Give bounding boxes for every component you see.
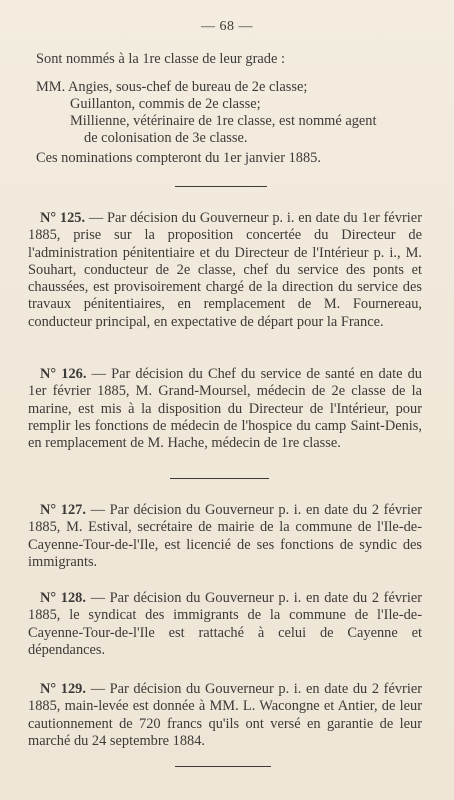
decision-entry [28,502,422,571]
nomination-line: Guillanton, commis de 2e classe; [70,96,261,112]
nominations-closing: Ces nominations compteront du 1er janvier 1885. [36,150,321,166]
section-divider [175,186,267,187]
entry-text: — Par décision du Gouverneur p. i. en date du 2 février 1885, le syndicat des immigrants de la commune de l'Ile-de-Cayenne-Tour-de-l'Ile est rattaché à celui de Cayenne et dépendances. [28,590,423,658]
nomination-line: Millienne, vétérinaire de 1re classe, est nommé agent [70,113,377,129]
entry-text: — Par décision du Gouverneur p. i. en date du 2 février 1885, M. Estival, secrétaire de mairie de la commune de l'Ile-de-Cayenne-Tour-de-l'Ile, est licencié de ses fonctions de syndic des immigrants. [28,502,423,570]
entry-number: N° 127. [40,502,86,518]
decision-entry [28,681,422,750]
nominations-intro: Sont nommés à la 1re classe de leur grade : [36,51,285,67]
entry-text: — Par décision du Gouverneur p. i. en date du 1er février 1885, prise sur la proposition concertée du Directeur de l'administration pénitentiaire et du Directeur de l'Intérieur p. i., M. Souhart, conducteur de 2e classe, chef du service des ponts et chaussées, est provisoirement chargé de la direction du service des travaux pénitentiaires, en remplacement de M. Fournereau, conducteur principal, en expectative de départ pour la France. [28,210,422,330]
nomination-line: MM. Angies, sous-chef de bureau de 2e classe; [36,79,308,95]
decision-entry [28,590,422,659]
section-divider [175,766,271,767]
entry-number: N° 128. [40,590,86,606]
nomination-line: de colonisation de 3e classe. [84,130,248,146]
entry-number: N° 129. [40,681,86,697]
decision-entry [28,210,422,331]
entry-number: N° 125. [40,210,86,226]
decision-entry [28,366,422,452]
entry-number: N° 126. [40,366,87,382]
entry-text: — Par décision du Chef du service de santé en date du 1er février 1885, M. Grand-Moursel, médecin de 2e classe de la marine, est mis à la disposition du Directeur de l'Intérieur, pour remplir les fonctions de médecin de l'hospice du camp Saint-Denis, en remplacement de M. Hache, médecin de 1re classe. [28,366,422,452]
section-divider [170,478,269,479]
entry-text: — Par décision du Gouverneur p. i. en date du 2 février 1885, main-levée est donnée à MM. L. Wacongne et Antier, de leur cautionnement de 720 francs qu'ils ont versé en garantie de leur marché du 24 septembre 1884. [28,681,423,749]
page-number: — 68 — [201,19,253,34]
